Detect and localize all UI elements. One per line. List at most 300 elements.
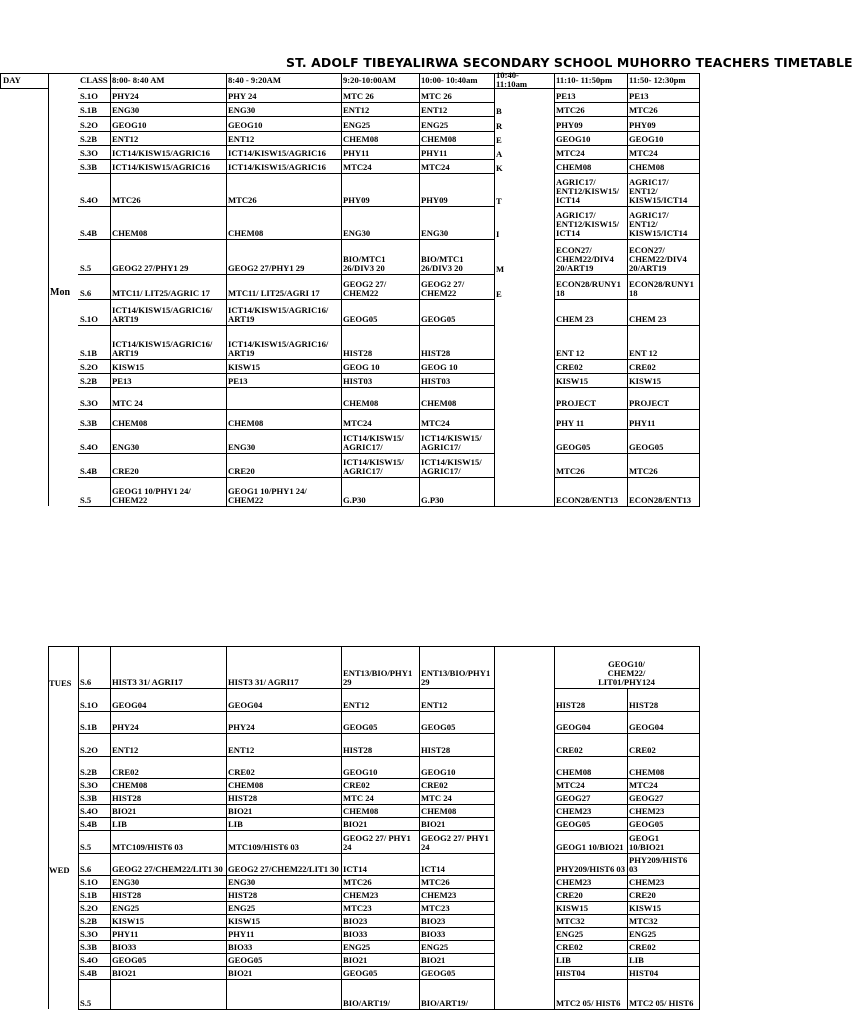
- tt2-r11-c5: MTC26: [419, 875, 495, 889]
- tt2-r18-c8: HIST04: [627, 966, 700, 980]
- tt2-r3-c4: HIST28: [341, 733, 420, 757]
- tt1-r13-c3: KISW15: [226, 359, 342, 374]
- tt1-r7-c4: PHY09: [341, 173, 420, 207]
- tt2-r16-c7: CRE02: [554, 940, 628, 954]
- tt2-r1-c0: [0, 688, 79, 712]
- tt1-r18-c2: CRE20: [110, 453, 227, 478]
- tt2-r18-c1: S.4B: [78, 966, 111, 980]
- tt2-r7-c0: [0, 804, 79, 818]
- tt2-r1-c4: ENT12: [341, 688, 420, 712]
- tt2-r14-c7: MTC32: [554, 914, 628, 928]
- tt2-r4-c0: [0, 756, 79, 779]
- tt1-r10-c4: GEOG2 27/ CHEM22: [341, 274, 420, 300]
- tt1-r19-c3: GEOG1 10/PHY1 24/ CHEM22: [226, 477, 342, 507]
- tt1-r1-c6: [494, 88, 555, 103]
- tt2-r16-c6: [494, 940, 555, 954]
- tt1-r3-c6: R: [494, 116, 555, 132]
- tt1-r16-c5: MTC24: [419, 409, 495, 430]
- tt1-r12-c6: [494, 325, 555, 360]
- tt2-r4-c2: CRE02: [110, 756, 227, 779]
- tt2-r2-c1: S.1B: [78, 711, 111, 734]
- tt2-r0-c6: [494, 646, 555, 689]
- tt1-r18-c1: S.4B: [78, 453, 111, 478]
- tt1-r13-c2: KISW15: [110, 359, 227, 374]
- tt2-r8-c3: LIB: [226, 817, 342, 831]
- tt1-r14-c6: [494, 373, 555, 388]
- tt2-r10-c4: ICT14: [341, 853, 420, 876]
- tt2-r5-c3: CHEM08: [226, 778, 342, 792]
- tt1-r0-c1: CLASS: [78, 73, 111, 89]
- header-day: DAY: [0, 73, 49, 89]
- tt2-r9-c2: MTC109/HIST6 03: [110, 830, 227, 854]
- tt2-r9-c3: MTC109/HIST6 03: [226, 830, 342, 854]
- tt1-r9-c3: GEOG2 27/PHY1 29: [226, 239, 342, 275]
- tt1-r3-c5: ENG25: [419, 116, 495, 132]
- tt2-r14-c1: S.2B: [78, 914, 111, 928]
- tt1-r5-c6: A: [494, 145, 555, 160]
- tt2-r9-c1: S.5: [78, 830, 111, 854]
- tt2-r6-c7: GEOG27: [554, 791, 628, 805]
- tt2-r14-c5: BIO23: [419, 914, 495, 928]
- tt2-r15-c6: [494, 927, 555, 941]
- tt1-r1-c3: PHY 24: [226, 88, 342, 103]
- tt1-r19-c6: [494, 477, 555, 507]
- tt2-r6-c6: [494, 791, 555, 805]
- tt1-r9-c5: BIO/MTC1 26/DIV3 20: [419, 239, 495, 275]
- tt1-r15-c8: PROJECT: [627, 387, 700, 410]
- tt1-r9-c7: ECON27/ CHEM22/DIV4 20/ART19: [554, 239, 628, 275]
- tt1-r13-c1: S.2O: [78, 359, 111, 374]
- tt2-r15-c8: ENG25: [627, 927, 700, 941]
- tt1-r9-c8: ECON27/ CHEM22/DIV4 20/ART19: [627, 239, 700, 275]
- tt1-r1-c7: PE13: [554, 88, 628, 103]
- tt1-r10-c2: MTC11/ LIT25/AGRIC 17: [110, 274, 227, 300]
- tt2-r11-c2: ENG30: [110, 875, 227, 889]
- tt1-r1-c2: PHY24: [110, 88, 227, 103]
- tt2-r18-c6: [494, 966, 555, 980]
- tt1-r17-c1: S.4O: [78, 429, 111, 454]
- tt1-r3-c1: S.2O: [78, 116, 111, 132]
- tt2-r15-c1: S.3O: [78, 927, 111, 941]
- tt2-r4-c7: CHEM08: [554, 756, 628, 779]
- tt2-r11-c7: CHEM23: [554, 875, 628, 889]
- tt2-r10-c3: GEOG2 27/CHEM22/LIT1 30: [226, 853, 342, 876]
- tt2-r19-c4: BIO/ART19/: [341, 979, 420, 1010]
- tt2-r1-c5: ENT12: [419, 688, 495, 712]
- tt2-r10-c0: WED: [49, 865, 70, 875]
- tt1-r6-c6: K: [494, 159, 555, 174]
- tt2-r15-c7: ENG25: [554, 927, 628, 941]
- tt1-r17-c4: ICT14/KISW15/ AGRIC17/: [341, 429, 420, 454]
- tt1-r2-c1: S.1B: [78, 102, 111, 117]
- tt1-r10-c7: ECON28/RUNY1 18: [554, 274, 628, 300]
- tt1-r10-c1: S.6: [78, 274, 111, 300]
- tt1-r14-c5: HIST03: [419, 373, 495, 388]
- tt1-r16-c1: S.3B: [78, 409, 111, 430]
- tt2-r11-c0: [0, 875, 79, 889]
- tt2-r12-c7: CRE20: [554, 888, 628, 902]
- tt2-r0-c4: ENT13/BIO/PHY1 29: [341, 646, 420, 689]
- tt1-r5-c1: S.3O: [78, 145, 111, 160]
- tt1-r7-c8: AGRIC17/ ENT12/ KISW15/ICT14: [627, 173, 700, 207]
- tt1-r4-c7: GEOG10: [554, 131, 628, 146]
- tt1-r13-c7: CRE02: [554, 359, 628, 374]
- tt2-r2-c4: GEOG05: [341, 711, 420, 734]
- tt2-r15-c5: BIO33: [419, 927, 495, 941]
- tt2-r15-c0: [0, 927, 79, 941]
- tt1-r7-c1: S.4O: [78, 173, 111, 207]
- tt2-r5-c6: [494, 778, 555, 792]
- tt2-r4-c1: S.2B: [78, 756, 111, 779]
- tt2-r11-c1: S.1O: [78, 875, 111, 889]
- tt2-r11-c4: MTC26: [341, 875, 420, 889]
- tt1-r4-c5: CHEM08: [419, 131, 495, 146]
- tt1-r0-c5: 10:00- 10:40am: [419, 73, 495, 89]
- tt1-r17-c7: GEOG05: [554, 429, 628, 454]
- tt2-r6-c0: [0, 791, 79, 805]
- tt1-r16-c2: CHEM08: [110, 409, 227, 430]
- tt1-r0-c8: 11:50- 12:30pm: [627, 73, 700, 89]
- tt2-r0-c1: S.6: [78, 646, 111, 689]
- tt2-r16-c4: ENG25: [341, 940, 420, 954]
- tt2-r19-c1: S.5: [78, 979, 111, 1010]
- tt2-r18-c3: BIO21: [226, 966, 342, 980]
- tt1-r14-c3: PE13: [226, 373, 342, 388]
- tt1-r9-c2: GEOG2 27/PHY1 29: [110, 239, 227, 275]
- tt2-r8-c8: GEOG05: [627, 817, 700, 831]
- tt1-r5-c5: PHY11: [419, 145, 495, 160]
- tt1-r10-c8: ECON28/RUNY1 18: [627, 274, 700, 300]
- tt2-r9-c4: GEOG2 27/ PHY1 24: [341, 830, 420, 854]
- tt1-r14-c1: S.2B: [78, 373, 111, 388]
- tt2-r6-c8: GEOG27: [627, 791, 700, 805]
- tt1-r4-c6: E: [494, 131, 555, 146]
- tt2-r8-c4: BIO21: [341, 817, 420, 831]
- tt1-r10-c5: GEOG2 27/ CHEM22: [419, 274, 495, 300]
- tt2-r13-c4: MTC23: [341, 901, 420, 915]
- tt2-r7-c1: S.4O: [78, 804, 111, 818]
- tt1-r4-c1: S.2B: [78, 131, 111, 146]
- tt1-r15-c7: PROJECT: [554, 387, 628, 410]
- tt1-r18-c4: ICT14/KISW15/ AGRIC17/: [341, 453, 420, 478]
- tt2-r12-c1: S.1B: [78, 888, 111, 902]
- tt2-r3-c1: S.2O: [78, 733, 111, 757]
- tt2-r10-c8: PHY209/HIST6 03: [627, 853, 700, 876]
- day-column-divider: [78, 646, 79, 1009]
- tt2-r11-c8: CHEM23: [627, 875, 700, 889]
- tt2-r7-c7: CHEM23: [554, 804, 628, 818]
- tt1-r2-c5: ENT12: [419, 102, 495, 117]
- tt2-r1-c2: GEOG04: [110, 688, 227, 712]
- tt2-r14-c0: [0, 914, 79, 928]
- tt2-r0-c5: ENT13/BIO/PHY1 29: [419, 646, 495, 689]
- tt2-r13-c1: S.2O: [78, 901, 111, 915]
- tt1-r11-c6: [494, 299, 555, 326]
- tt2-r18-c5: GEOG05: [419, 966, 495, 980]
- tt1-r9-c4: BIO/MTC1 26/DIV3 20: [341, 239, 420, 275]
- tt2-r4-c3: CRE02: [226, 756, 342, 779]
- tt2-r13-c6: [494, 901, 555, 915]
- tt2-r2-c8: GEOG04: [627, 711, 700, 734]
- tt1-r15-c4: CHEM08: [341, 387, 420, 410]
- tt1-r8-c2: CHEM08: [110, 206, 227, 240]
- tt2-r11-c6: [494, 875, 555, 889]
- tt2-r12-c8: CRE20: [627, 888, 700, 902]
- tt2-r10-c6: [494, 853, 555, 876]
- tt1-r5-c4: PHY11: [341, 145, 420, 160]
- tt1-r2-c7: MTC26: [554, 102, 628, 117]
- tt1-r2-c2: ENG30: [110, 102, 227, 117]
- tt1-r8-c7: AGRIC17/ ENT12/KISW15/ ICT14: [554, 206, 628, 240]
- tt2-r1-c3: GEOG04: [226, 688, 342, 712]
- tt1-r3-c3: GEOG10: [226, 116, 342, 132]
- tt1-r11-c8: CHEM 23: [627, 299, 700, 326]
- tt2-r17-c8: LIB: [627, 953, 700, 967]
- tt1-r5-c7: MTC24: [554, 145, 628, 160]
- tt2-r1-c6: [494, 688, 555, 712]
- tt1-r19-c4: G.P30: [341, 477, 420, 507]
- page-title: ST. ADOLF TIBEYALIRWA SECONDARY SCHOOL MUHORRO TEACHERS TIMETABLE: [286, 55, 853, 70]
- tt2-r7-c3: BIO21: [226, 804, 342, 818]
- tt1-r13-c8: CRE02: [627, 359, 700, 374]
- tt1-r16-c4: MTC24: [341, 409, 420, 430]
- tt2-r12-c2: HIST28: [110, 888, 227, 902]
- tt1-r14-c4: HIST03: [341, 373, 420, 388]
- tt1-r10-c3: MTC11/ LIT25/AGRI 17: [226, 274, 342, 300]
- tt1-r5-c2: ICT14/KISW15/AGRIC16: [110, 145, 227, 160]
- tt1-r1-c4: MTC 26: [341, 88, 420, 103]
- tt2-r12-c3: HIST28: [226, 888, 342, 902]
- tt1-r12-c1: S.1B: [78, 325, 111, 360]
- tt1-r6-c4: MTC24: [341, 159, 420, 174]
- tt2-r1-c7: HIST28: [554, 688, 628, 712]
- tt2-r11-c3: ENG30: [226, 875, 342, 889]
- tt1-r16-c3: CHEM08: [226, 409, 342, 430]
- tt2-r8-c6: [494, 817, 555, 831]
- tt2-r12-c6: [494, 888, 555, 902]
- tt1-r10-c6: E: [494, 274, 555, 300]
- tt2-r0-c0: TUES: [49, 678, 72, 688]
- tt1-r14-c2: PE13: [110, 373, 227, 388]
- timetable-monday: [0, 70, 699, 506]
- tt1-r15-c6: [494, 387, 555, 410]
- tt2-r9-c7: GEOG1 10/BIO21: [554, 830, 628, 854]
- tt2-r6-c3: HIST28: [226, 791, 342, 805]
- tt1-r11-c3: ICT14/KISW15/AGRIC16/ ART19: [226, 299, 342, 326]
- tt1-r8-c3: CHEM08: [226, 206, 342, 240]
- tt1-r18-c7: MTC26: [554, 453, 628, 478]
- tt1-r2-c3: ENG30: [226, 102, 342, 117]
- tt2-r0-c2: HIST3 31/ AGRI17: [110, 646, 227, 689]
- tt2-r5-c7: MTC24: [554, 778, 628, 792]
- tt1-r12-c4: HIST28: [341, 325, 420, 360]
- tt1-r6-c3: ICT14/KISW15/AGRIC16: [226, 159, 342, 174]
- tt1-r11-c2: ICT14/KISW15/AGRIC16/ ART19: [110, 299, 227, 326]
- tt1-r1-c1: S.1O: [78, 88, 111, 103]
- tt2-r5-c1: S.3O: [78, 778, 111, 792]
- tt2-r3-c3: ENT12: [226, 733, 342, 757]
- tt1-r13-c6: [494, 359, 555, 374]
- tt1-r12-c7: ENT 12: [554, 325, 628, 360]
- tt1-r4-c3: ENT12: [226, 131, 342, 146]
- tt2-r18-c7: HIST04: [554, 966, 628, 980]
- tt1-r2-c4: ENT12: [341, 102, 420, 117]
- tt1-r8-c1: S.4B: [78, 206, 111, 240]
- tt1-r5-c3: ICT14/KISW15/AGRIC16: [226, 145, 342, 160]
- day-label-mon: Mon: [50, 287, 70, 298]
- tt1-r5-c8: MTC24: [627, 145, 700, 160]
- tt1-r17-c8: GEOG05: [627, 429, 700, 454]
- tt2-r4-c5: GEOG10: [419, 756, 495, 779]
- tt1-r7-c6: T: [494, 173, 555, 207]
- tt2-r6-c2: HIST28: [110, 791, 227, 805]
- tt2-r3-c7: CRE02: [554, 733, 628, 757]
- tt1-r12-c8: ENT 12: [627, 325, 700, 360]
- tt2-r5-c2: CHEM08: [110, 778, 227, 792]
- tt2-r5-c4: CRE02: [341, 778, 420, 792]
- tt1-r14-c7: KISW15: [554, 373, 628, 388]
- tt2-r12-c4: CHEM23: [341, 888, 420, 902]
- tt2-r3-c6: [494, 733, 555, 757]
- tt2-r7-c5: CHEM08: [419, 804, 495, 818]
- tt2-r18-c2: BIO21: [110, 966, 227, 980]
- tt1-r11-c4: GEOG05: [341, 299, 420, 326]
- tt1-r17-c3: ENG30: [226, 429, 342, 454]
- tt1-r4-c8: GEOG10: [627, 131, 700, 146]
- tt1-r19-c1: S.5: [78, 477, 111, 507]
- tt1-r15-c2: MTC 24: [110, 387, 227, 410]
- tt2-r13-c5: MTC23: [419, 901, 495, 915]
- tt2-r13-c0: [0, 901, 79, 915]
- tt1-r18-c5: ICT14/KISW15/ AGRIC17/: [419, 453, 495, 478]
- tt2-r7-c4: CHEM08: [341, 804, 420, 818]
- tt2-r13-c3: ENG25: [226, 901, 342, 915]
- tt2-r14-c4: BIO23: [341, 914, 420, 928]
- tt1-r2-c6: B: [494, 102, 555, 117]
- tt2-r1-c8: HIST28: [627, 688, 700, 712]
- tt1-r3-c2: GEOG10: [110, 116, 227, 132]
- tt1-r12-c3: ICT14/KISW15/AGRIC16/ ART19: [226, 325, 342, 360]
- tt2-r14-c6: [494, 914, 555, 928]
- tt2-r17-c7: LIB: [554, 953, 628, 967]
- tt1-r0-c7: 11:10- 11:50pm: [554, 73, 628, 89]
- tt2-r16-c1: S.3B: [78, 940, 111, 954]
- tt1-r6-c5: MTC24: [419, 159, 495, 174]
- tt2-r9-c6: [494, 830, 555, 854]
- tt2-r4-c8: CHEM08: [627, 756, 700, 779]
- tt1-r3-c7: PHY09: [554, 116, 628, 132]
- tt1-r7-c5: PHY09: [419, 173, 495, 207]
- tt2-r17-c5: BIO21: [419, 953, 495, 967]
- tt2-r3-c8: CRE02: [627, 733, 700, 757]
- tt2-r7-c6: [494, 804, 555, 818]
- tt1-r19-c7: ECON28/ENT13: [554, 477, 628, 507]
- tt2-r2-c7: GEOG04: [554, 711, 628, 734]
- tt2-r4-c6: [494, 756, 555, 779]
- tt2-r14-c3: KISW15: [226, 914, 342, 928]
- tt1-r4-c4: CHEM08: [341, 131, 420, 146]
- tt2-r19-c5: BIO/ART19/: [419, 979, 495, 1010]
- tt2-r19-c0: [0, 979, 79, 1010]
- tt2-r0-c3: HIST3 31/ AGRI17: [226, 646, 342, 689]
- tt2-r1-c1: S.1O: [78, 688, 111, 712]
- tt2-r16-c3: BIO33: [226, 940, 342, 954]
- tt1-r0-c6: 10:40- 11:10am: [494, 73, 555, 89]
- tt1-r12-c5: HIST28: [419, 325, 495, 360]
- tt2-r2-c0: [0, 711, 79, 734]
- tt1-r17-c6: [494, 429, 555, 454]
- tt2-r12-c0: [0, 888, 79, 902]
- tt2-r13-c2: ENG25: [110, 901, 227, 915]
- tt1-r7-c2: MTC26: [110, 173, 227, 207]
- tt1-r8-c6: I: [494, 206, 555, 240]
- tt2-r16-c0: [0, 940, 79, 954]
- tt1-r11-c5: GEOG05: [419, 299, 495, 326]
- tt2-r16-c5: ENG25: [419, 940, 495, 954]
- tt1-r0-c2: 8:00- 8:40 AM: [110, 73, 227, 89]
- tt1-r18-c3: CRE20: [226, 453, 342, 478]
- tt2-r6-c5: MTC 24: [419, 791, 495, 805]
- tt2-r6-c1: S.3B: [78, 791, 111, 805]
- timetable-tuesday-wednesday: [0, 646, 699, 1009]
- tt2-r2-c3: PHY24: [226, 711, 342, 734]
- tt1-r9-c1: S.5: [78, 239, 111, 275]
- tt2-r8-c7: GEOG05: [554, 817, 628, 831]
- tt2-r10-c1: S.6: [78, 853, 111, 876]
- tt1-r17-c5: ICT14/KISW15/ AGRIC17/: [419, 429, 495, 454]
- tt1-r6-c8: CHEM08: [627, 159, 700, 174]
- tt1-r19-c5: G.P30: [419, 477, 495, 507]
- tt2-r15-c3: PHY11: [226, 927, 342, 941]
- tt2-r8-c5: BIO21: [419, 817, 495, 831]
- tt1-r13-c4: GEOG 10: [341, 359, 420, 374]
- tt2-r9-c8: GEOG1 10/BIO21: [627, 830, 700, 854]
- tt2-r2-c2: PHY24: [110, 711, 227, 734]
- tt2-r14-c2: KISW15: [110, 914, 227, 928]
- tt2-r17-c0: [0, 953, 79, 967]
- tt2-r19-c3: [226, 979, 342, 1010]
- tt2-r13-c8: KISW15: [627, 901, 700, 915]
- tt2-r17-c2: GEOG05: [110, 953, 227, 967]
- tt1-r19-c2: GEOG1 10/PHY1 24/ CHEM22: [110, 477, 227, 507]
- tt2-r18-c0: [0, 966, 79, 980]
- tt1-r16-c6: [494, 409, 555, 430]
- tt2-r5-c5: CRE02: [419, 778, 495, 792]
- tt1-r18-c8: MTC26: [627, 453, 700, 478]
- tt1-r0-c3: 8:40 - 9:20AM: [226, 73, 342, 89]
- tt2-r17-c1: S.4O: [78, 953, 111, 967]
- tt1-r14-c8: KISW15: [627, 373, 700, 388]
- tt2-r3-c0: [0, 733, 79, 757]
- tt2-r10-c2: GEOG2 27/CHEM22/LIT1 30: [110, 853, 227, 876]
- tt1-r1-c5: MTC 26: [419, 88, 495, 103]
- tt2-r9-c0: [0, 830, 79, 854]
- tt1-r8-c5: ENG30: [419, 206, 495, 240]
- tt1-r1-c8: PE13: [627, 88, 700, 103]
- tt1-r17-c2: ENG30: [110, 429, 227, 454]
- tt2-r7-c8: CHEM23: [627, 804, 700, 818]
- tt2-r12-c5: CHEM23: [419, 888, 495, 902]
- tt1-r7-c3: MTC26: [226, 173, 342, 207]
- tt1-r6-c7: CHEM08: [554, 159, 628, 174]
- tt1-r19-c8: ECON28/ENT13: [627, 477, 700, 507]
- tt2-r6-c4: MTC 24: [341, 791, 420, 805]
- tt1-r15-c5: CHEM08: [419, 387, 495, 410]
- tt2-r8-c0: [0, 817, 79, 831]
- tt2-r19-c8: MTC2 05/ HIST6: [627, 979, 700, 1010]
- tt2-r3-c5: HIST28: [419, 733, 495, 757]
- tt1-r11-c1: S.1O: [78, 299, 111, 326]
